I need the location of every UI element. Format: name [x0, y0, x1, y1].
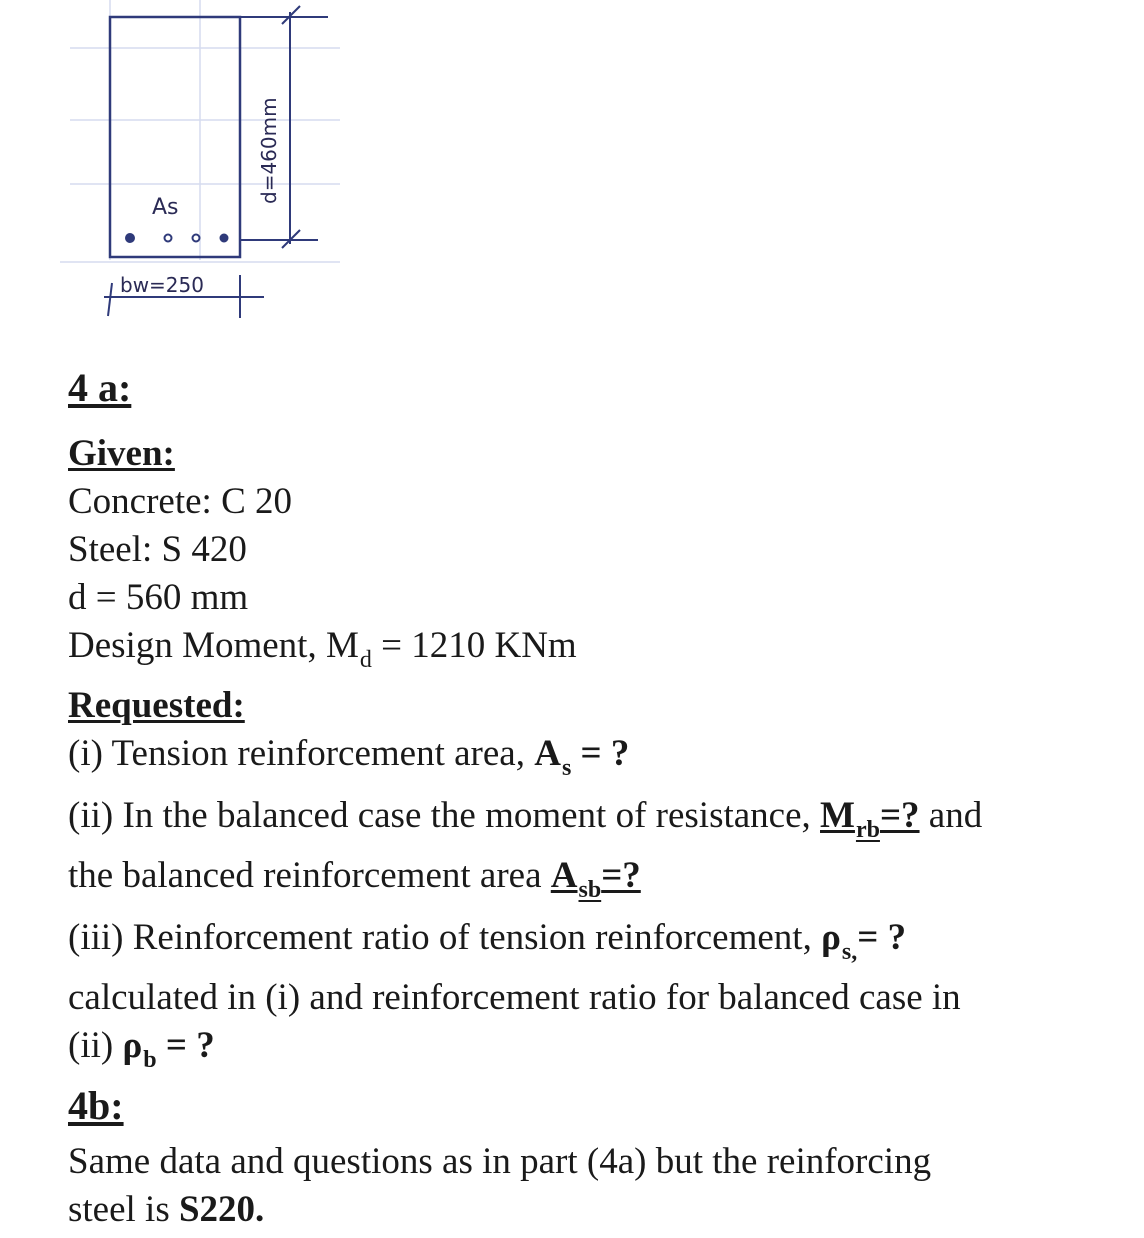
q3-symbol-2: ρ — [122, 1025, 143, 1066]
moment-sub: d — [359, 647, 372, 673]
question-3-line3 — [68, 1022, 1128, 1074]
part-b-steel: S220. — [178, 1189, 265, 1230]
depth-dimension — [240, 6, 328, 248]
q1-suffix: = ? — [571, 733, 630, 774]
part-b-heading: 4b: — [68, 1083, 124, 1128]
moment-prefix: Design Moment, M — [68, 625, 359, 666]
q3-suffix-2: = ? — [156, 1025, 215, 1066]
paper-grid — [60, 0, 340, 262]
label-as: As — [152, 195, 179, 220]
part-b-line1: Same data and questions as in part (4a) but the reinforcing — [68, 1141, 932, 1182]
q2b-symbol: A — [550, 855, 578, 896]
q3-symbol: ρ — [821, 917, 841, 958]
label-d: d=460mm — [257, 97, 281, 204]
problem-text — [68, 360, 1128, 1234]
q2-suffix: =? — [879, 795, 920, 836]
q3-suffix: = ? — [857, 917, 907, 958]
part-b-line2-text: steel is — [68, 1189, 179, 1230]
beam-cross-section-sketch — [60, 0, 350, 330]
q1-symbol: A — [534, 733, 561, 774]
q2-symbol: M — [820, 795, 855, 836]
label-bw: bw=250 — [120, 273, 204, 297]
q2b-text: the balanced reinforcement area — [68, 855, 551, 896]
q2-text: (ii) In the balanced case the moment of resistance, — [68, 795, 821, 836]
q1-sub: s — [561, 755, 572, 781]
q2-sub: rb — [855, 817, 880, 843]
requested-heading: Requested: — [68, 685, 245, 726]
question-3-line2: calculated in (i) and reinforcement ratio for balanced case in — [68, 977, 961, 1018]
question-2 — [68, 792, 1128, 844]
given-depth: d = 560 mm — [68, 577, 249, 618]
part-a-heading: 4 a: — [68, 365, 132, 410]
given-heading: Given: — [68, 433, 175, 474]
q3-sub: s, — [841, 939, 858, 965]
given-concrete: Concrete: C 20 — [68, 481, 293, 522]
given-moment — [68, 622, 1128, 674]
part-b-line2 — [68, 1186, 1128, 1234]
question-1 — [68, 730, 1128, 782]
reinforcement-bars — [126, 234, 228, 242]
q2b-suffix: =? — [601, 855, 641, 896]
q2-and: and — [919, 795, 983, 836]
q2b-sub: sb — [578, 877, 602, 903]
given-steel: Steel: S 420 — [68, 529, 247, 570]
q3-line3-text: (ii) — [68, 1025, 123, 1066]
q3-sub-2: b — [143, 1047, 157, 1073]
question-2b — [68, 852, 1128, 904]
moment-suffix: = 1210 KNm — [371, 625, 577, 666]
beam-outline — [110, 17, 240, 257]
question-3 — [68, 914, 1128, 966]
q1-text: (i) Tension reinforcement area, — [68, 733, 535, 774]
q3-text: (iii) Reinforcement ratio of tension reinforcement, — [68, 917, 822, 958]
